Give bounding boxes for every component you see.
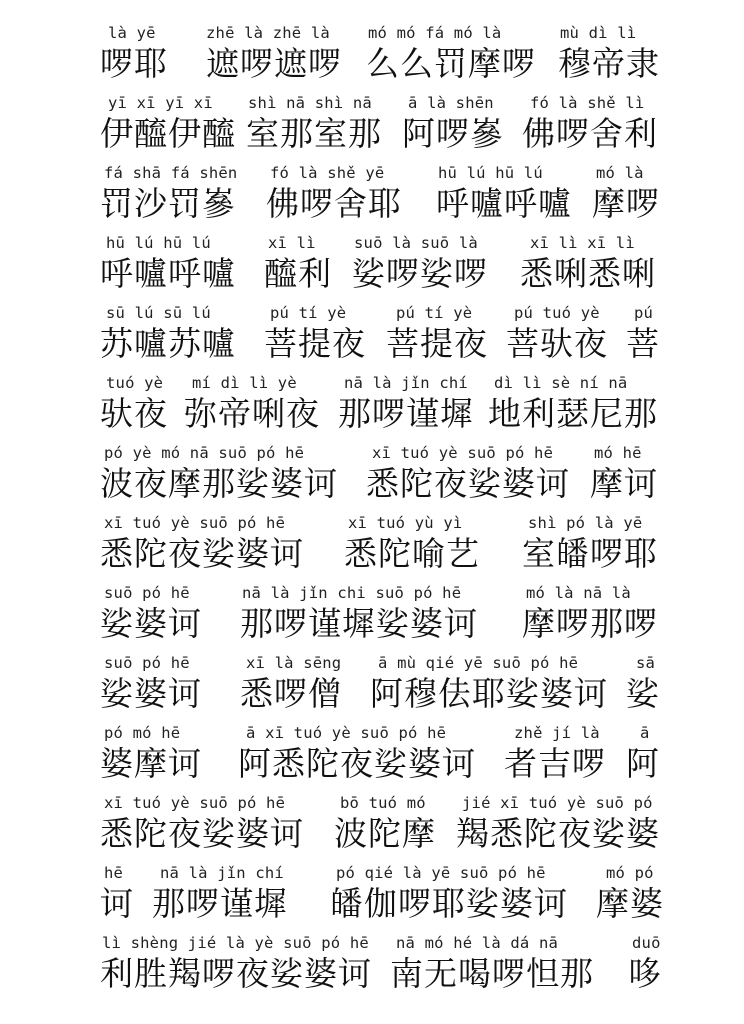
- pinyin-group: mó là nā là: [526, 584, 631, 602]
- hanzi-group: 菩提夜: [386, 324, 488, 363]
- hanzi-line: [0, 182, 744, 226]
- hanzi-line: [0, 882, 744, 926]
- hanzi-group: 那啰谨墀: [152, 884, 288, 923]
- pinyin-group: pú: [634, 304, 654, 322]
- pinyin-group: pó qié là yē suō pó hē: [336, 864, 546, 882]
- pinyin-group: bō tuó mó: [340, 794, 426, 812]
- pinyin-group: hē: [104, 864, 124, 882]
- hanzi-group: 阿: [626, 744, 660, 783]
- hanzi-group: 弥帝唎夜: [184, 394, 320, 433]
- hanzi-group: 者吉啰: [504, 744, 606, 783]
- pinyin-group: tuó yè: [106, 374, 164, 392]
- pinyin-group: sū lú sū lú: [106, 304, 211, 322]
- hanzi-group: 阿穆佉耶娑婆诃: [370, 674, 608, 713]
- hanzi-group: 悉陀夜娑婆诃: [100, 534, 304, 573]
- verse-line: [0, 162, 744, 232]
- pinyin-group: fó là shě yē: [270, 164, 385, 182]
- hanzi-line: [0, 602, 744, 646]
- hanzi-group: 娑啰娑啰: [352, 254, 488, 293]
- hanzi-group: 波夜摩那娑婆诃: [100, 464, 338, 503]
- hanzi-group: 菩提夜: [264, 324, 366, 363]
- pinyin-line: [0, 92, 744, 114]
- hanzi-group: 地利瑟尼那: [488, 394, 658, 433]
- hanzi-group: 摩啰那啰: [522, 604, 658, 643]
- hanzi-group: 羯悉陀夜娑婆: [456, 814, 660, 853]
- hanzi-line: [0, 812, 744, 856]
- verse-line: [0, 442, 744, 512]
- hanzi-group: 利胜羯啰夜娑婆诃: [100, 954, 372, 993]
- hanzi-group: 诃: [100, 884, 134, 923]
- pinyin-group: suō pó hē: [104, 584, 190, 602]
- pinyin-group: nā là jǐn chí: [160, 864, 284, 882]
- pinyin-group: pú tí yè: [396, 304, 473, 322]
- verse-line: [0, 722, 744, 792]
- pinyin-line: [0, 232, 744, 254]
- pinyin-group: xī lì: [268, 234, 316, 252]
- hanzi-group: 摩啰: [592, 184, 660, 223]
- pinyin-group: xī tuó yè suō pó hē: [104, 794, 286, 812]
- hanzi-group: 娑: [626, 674, 660, 713]
- hanzi-group: 佛啰舍耶: [266, 184, 402, 223]
- pinyin-group: nā là jǐn chi suō pó hē: [242, 584, 462, 602]
- pinyin-line: [0, 22, 744, 44]
- pinyin-line: [0, 932, 744, 954]
- hanzi-group: 悉唎悉唎: [520, 254, 656, 293]
- pinyin-line: [0, 862, 744, 884]
- hanzi-group: 穆帝隶: [558, 44, 660, 83]
- pinyin-group: fó là shě lì: [530, 94, 645, 112]
- hanzi-group: 呼嚧呼嚧: [100, 254, 236, 293]
- hanzi-group: 菩: [626, 324, 660, 363]
- hanzi-group: 遮啰遮啰: [206, 44, 342, 83]
- hanzi-group: 醯利: [264, 254, 332, 293]
- pinyin-group: pú tí yè: [270, 304, 347, 322]
- pinyin-group: xī tuó yè suō pó hē: [104, 514, 286, 532]
- hanzi-group: 菩驮夜: [506, 324, 608, 363]
- verse-line: [0, 22, 744, 92]
- hanzi-group: 摩婆: [596, 884, 664, 923]
- pinyin-group: zhě jí là: [514, 724, 600, 742]
- hanzi-group: 呼嚧呼嚧: [436, 184, 572, 223]
- pinyin-group: shì nā shì nā: [248, 94, 372, 112]
- pinyin-group: hū lú hū lú: [438, 164, 543, 182]
- pinyin-group: pó mó hē: [104, 724, 181, 742]
- pinyin-line: [0, 652, 744, 674]
- hanzi-group: 悉陀夜娑婆诃: [100, 814, 304, 853]
- hanzi-group: 悉陀喻艺: [344, 534, 480, 573]
- pinyin-group: duō: [632, 934, 661, 952]
- pinyin-group: shì pó là yē: [528, 514, 643, 532]
- hanzi-group: 皤伽啰耶娑婆诃: [330, 884, 568, 923]
- hanzi-group: 阿悉陀夜娑婆诃: [238, 744, 476, 783]
- hanzi-line: [0, 252, 744, 296]
- pinyin-line: [0, 792, 744, 814]
- pinyin-group: mó là: [596, 164, 644, 182]
- pinyin-group: pú tuó yè: [514, 304, 600, 322]
- hanzi-line: [0, 112, 744, 156]
- pinyin-group: dì lì sè ní nā: [494, 374, 628, 392]
- pinyin-line: [0, 302, 744, 324]
- verse-line: [0, 932, 744, 1002]
- hanzi-group: 阿啰嵾: [402, 114, 504, 153]
- hanzi-line: [0, 742, 744, 786]
- pinyin-group: ā xī tuó yè suō pó hē: [246, 724, 447, 742]
- hanzi-group: 摩诃: [590, 464, 658, 503]
- pinyin-group: mó mó fá mó là: [368, 24, 502, 42]
- pinyin-group: nā là jǐn chí: [344, 374, 468, 392]
- hanzi-group: 室那室那: [246, 114, 382, 153]
- pinyin-group: xī tuó yè suō pó hē: [372, 444, 554, 462]
- pinyin-group: ā là shēn: [408, 94, 494, 112]
- pinyin-group: mó pó: [606, 864, 654, 882]
- hanzi-group: 娑婆诃: [100, 674, 202, 713]
- pinyin-group: lì shèng jié là yè suō pó hē: [102, 934, 369, 952]
- pinyin-line: [0, 162, 744, 184]
- hanzi-group: 佛啰舍利: [522, 114, 658, 153]
- pinyin-group: mó hē: [594, 444, 642, 462]
- pinyin-group: mù dì lì: [560, 24, 637, 42]
- pinyin-group: nā mó hé là dá nā: [396, 934, 559, 952]
- pinyin-group: ā: [640, 724, 650, 742]
- hanzi-group: 哆: [628, 954, 662, 993]
- hanzi-group: 那啰谨墀娑婆诃: [240, 604, 478, 643]
- hanzi-group: 罚沙罚嵾: [100, 184, 236, 223]
- verse-line: [0, 92, 744, 162]
- verse-line: [0, 582, 744, 652]
- pinyin-group: sā: [636, 654, 656, 672]
- pinyin-group: hū lú hū lú: [106, 234, 211, 252]
- hanzi-line: [0, 462, 744, 506]
- hanzi-group: 么么罚摩啰: [366, 44, 536, 83]
- verse-line: [0, 862, 744, 932]
- pinyin-line: [0, 442, 744, 464]
- hanzi-line: [0, 952, 744, 996]
- pinyin-group: ā mù qié yē suō pó hē: [378, 654, 579, 672]
- pinyin-group: suō là suō là: [354, 234, 478, 252]
- verse-line: [0, 512, 744, 582]
- pinyin-line: [0, 372, 744, 394]
- pinyin-group: yī xī yī xī: [108, 94, 213, 112]
- hanzi-line: [0, 672, 744, 716]
- hanzi-group: 伊醯伊醯: [100, 114, 236, 153]
- hanzi-group: 那啰谨墀: [338, 394, 474, 433]
- pinyin-group: xī tuó yù yì: [348, 514, 463, 532]
- hanzi-group: 波陀摩: [334, 814, 436, 853]
- hanzi-group: 娑婆诃: [100, 604, 202, 643]
- pinyin-group: zhē là zhē là: [206, 24, 330, 42]
- hanzi-line: [0, 42, 744, 86]
- pinyin-line: [0, 512, 744, 534]
- verse-line: [0, 302, 744, 372]
- verse-line: [0, 792, 744, 862]
- verse-line: [0, 652, 744, 722]
- hanzi-line: [0, 392, 744, 436]
- pinyin-line: [0, 582, 744, 604]
- pinyin-group: là yē: [108, 24, 156, 42]
- pinyin-group: xī là sēng: [246, 654, 342, 672]
- pinyin-line: [0, 722, 744, 744]
- hanzi-group: 啰耶: [100, 44, 168, 83]
- pinyin-group: jié xī tuó yè suō pó: [462, 794, 653, 812]
- hanzi-group: 驮夜: [100, 394, 168, 433]
- hanzi-group: 悉啰僧: [240, 674, 342, 713]
- hanzi-group: 悉陀夜娑婆诃: [366, 464, 570, 503]
- pinyin-group: mí dì lì yè: [192, 374, 297, 392]
- verse-line: [0, 372, 744, 442]
- hanzi-line: [0, 322, 744, 366]
- hanzi-group: 婆摩诃: [100, 744, 202, 783]
- hanzi-group: 南无喝啰怛那: [390, 954, 594, 993]
- pinyin-group: xī lì xī lì: [530, 234, 635, 252]
- hanzi-group: 苏嚧苏嚧: [100, 324, 236, 363]
- hanzi-group: 室皤啰耶: [522, 534, 658, 573]
- hanzi-line: [0, 532, 744, 576]
- pinyin-group: fá shā fá shēn: [104, 164, 238, 182]
- pinyin-group: suō pó hē: [104, 654, 190, 672]
- pinyin-group: pó yè mó nā suō pó hē: [104, 444, 305, 462]
- verse-line: [0, 232, 744, 302]
